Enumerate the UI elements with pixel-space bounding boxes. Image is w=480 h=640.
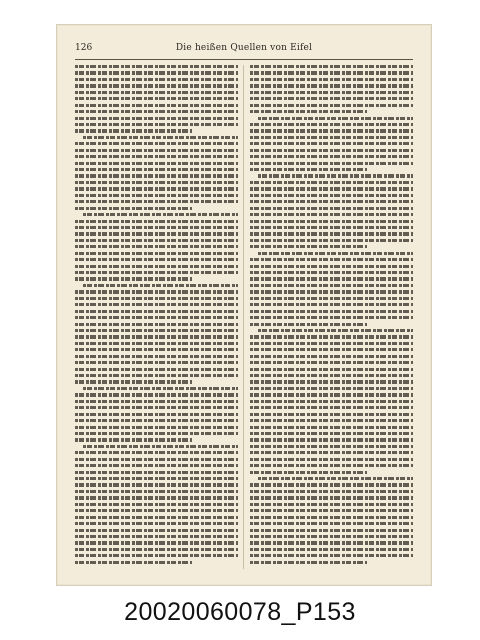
text-line <box>75 174 238 177</box>
text-line <box>250 284 413 287</box>
text-line <box>75 239 238 242</box>
text-line <box>75 155 238 158</box>
text-line <box>250 245 367 248</box>
text-line <box>75 329 238 332</box>
text-line <box>250 71 413 74</box>
text-line <box>75 258 238 261</box>
image-caption: 20020060078_P153 <box>124 598 356 626</box>
text-line <box>250 432 413 435</box>
text-line <box>75 483 238 486</box>
text-line <box>250 149 413 152</box>
text-line <box>75 290 238 293</box>
text-line <box>75 84 238 87</box>
text-line <box>75 71 238 74</box>
text-line <box>250 426 413 429</box>
running-head: Die heißen Quellen von Eifel <box>175 43 313 53</box>
text-line <box>250 168 367 171</box>
text-line <box>250 458 413 461</box>
text-line <box>75 348 238 351</box>
text-line <box>75 110 238 113</box>
text-line <box>250 361 413 364</box>
text-line <box>75 509 238 512</box>
text-line <box>75 432 238 435</box>
text-line <box>250 483 413 486</box>
text-line <box>250 142 413 145</box>
text-line <box>250 490 413 493</box>
text-line <box>258 174 413 177</box>
text-line <box>75 310 238 313</box>
page-number: 126 <box>75 43 93 53</box>
text-line <box>250 387 413 390</box>
text-line <box>258 477 413 480</box>
text-line <box>250 380 413 383</box>
text-line <box>258 252 413 255</box>
text-line <box>250 516 413 519</box>
text-line <box>250 355 413 358</box>
text-line <box>250 200 413 203</box>
text-line <box>75 380 192 383</box>
text-line <box>250 393 413 396</box>
text-line <box>75 355 238 358</box>
text-line <box>75 361 238 364</box>
page-header <box>75 43 413 57</box>
text-line <box>250 368 413 371</box>
text-line <box>75 277 192 280</box>
text-line <box>250 554 413 557</box>
text-line <box>75 187 238 190</box>
text-line <box>250 220 413 223</box>
text-line <box>75 207 192 210</box>
text-line <box>75 535 238 538</box>
text-line <box>250 290 413 293</box>
text-line <box>250 78 413 81</box>
text-line <box>250 194 413 197</box>
text-line <box>250 84 413 87</box>
text-line <box>258 329 413 332</box>
text-line <box>250 451 413 454</box>
text-line <box>75 393 238 396</box>
text-line <box>250 561 367 564</box>
text-line <box>250 374 413 377</box>
text-line <box>75 226 238 229</box>
text-line <box>250 277 413 280</box>
text-line <box>83 445 238 448</box>
text-line <box>250 181 413 184</box>
text-line <box>250 187 413 190</box>
text-line <box>75 220 238 223</box>
text-line <box>75 123 238 126</box>
column-gutter <box>243 65 244 569</box>
text-line <box>75 554 238 557</box>
text-line <box>75 368 238 371</box>
text-line <box>250 226 413 229</box>
text-line <box>75 168 238 171</box>
text-line <box>250 155 413 158</box>
text-line <box>75 522 238 525</box>
text-line <box>75 181 238 184</box>
text-line <box>250 207 413 210</box>
text-line <box>75 245 238 248</box>
text-line <box>75 374 238 377</box>
text-line <box>75 200 238 203</box>
text-line <box>250 529 413 532</box>
text-line <box>75 297 238 300</box>
text-line <box>250 110 367 113</box>
text-line <box>250 445 413 448</box>
text-line <box>75 97 238 100</box>
text-line <box>75 458 238 461</box>
text-line <box>250 162 413 165</box>
text-line <box>250 303 413 306</box>
text-line <box>250 541 413 544</box>
text-column-left <box>75 65 238 569</box>
text-line <box>75 406 238 409</box>
text-line <box>75 252 238 255</box>
text-line <box>250 503 413 506</box>
text-line <box>258 117 413 120</box>
text-line <box>250 213 413 216</box>
text-line <box>75 451 238 454</box>
text-line <box>75 471 238 474</box>
text-line <box>75 490 238 493</box>
text-line <box>250 438 413 441</box>
text-line <box>250 522 413 525</box>
text-line <box>250 271 413 274</box>
text-line <box>250 535 413 538</box>
text-line <box>75 323 238 326</box>
text-line <box>75 265 238 268</box>
text-line <box>75 496 238 499</box>
text-line <box>250 265 413 268</box>
text-line <box>75 335 238 338</box>
text-line <box>250 129 413 132</box>
text-line <box>250 123 413 126</box>
header-rule <box>75 59 413 60</box>
text-line <box>75 129 192 132</box>
text-line <box>75 65 238 68</box>
text-line <box>75 104 238 107</box>
text-line <box>250 91 413 94</box>
text-line <box>75 142 238 145</box>
text-line <box>75 232 238 235</box>
text-line <box>250 496 413 499</box>
text-line <box>75 438 192 441</box>
text-line <box>75 548 238 551</box>
text-line <box>83 213 238 216</box>
text-line <box>250 316 413 319</box>
text-line <box>75 529 238 532</box>
text-line <box>75 419 238 422</box>
text-line <box>75 271 238 274</box>
text-line <box>75 516 238 519</box>
scanned-page <box>56 24 432 586</box>
text-line <box>250 136 413 139</box>
text-line <box>83 387 238 390</box>
text-line <box>250 258 413 261</box>
text-line <box>75 91 238 94</box>
text-line <box>250 104 413 107</box>
text-line <box>75 162 238 165</box>
text-line <box>75 503 238 506</box>
text-line <box>250 400 413 403</box>
text-line <box>250 239 413 242</box>
text-line <box>250 464 413 467</box>
text-line <box>83 136 238 139</box>
text-line <box>75 400 238 403</box>
text-line <box>250 348 413 351</box>
text-line <box>75 303 238 306</box>
text-line <box>250 509 413 512</box>
text-line <box>75 316 238 319</box>
text-line <box>83 284 238 287</box>
text-line <box>75 78 238 81</box>
text-line <box>250 65 413 68</box>
text-line <box>250 335 413 338</box>
text-line <box>250 406 413 409</box>
text-line <box>75 194 238 197</box>
text-line <box>250 471 367 474</box>
text-line <box>75 149 238 152</box>
text-line <box>75 426 238 429</box>
text-line <box>75 541 238 544</box>
text-line <box>250 297 413 300</box>
text-line <box>75 117 238 120</box>
text-line <box>75 464 238 467</box>
text-line <box>250 342 413 345</box>
text-column-right <box>250 65 413 569</box>
text-line <box>250 232 413 235</box>
text-line <box>250 419 413 422</box>
text-line <box>75 561 192 564</box>
text-line <box>250 323 367 326</box>
text-line <box>75 413 238 416</box>
text-line <box>250 97 413 100</box>
text-line <box>250 310 413 313</box>
text-line <box>250 413 413 416</box>
text-line <box>75 477 238 480</box>
text-line <box>75 342 238 345</box>
text-line <box>250 548 413 551</box>
